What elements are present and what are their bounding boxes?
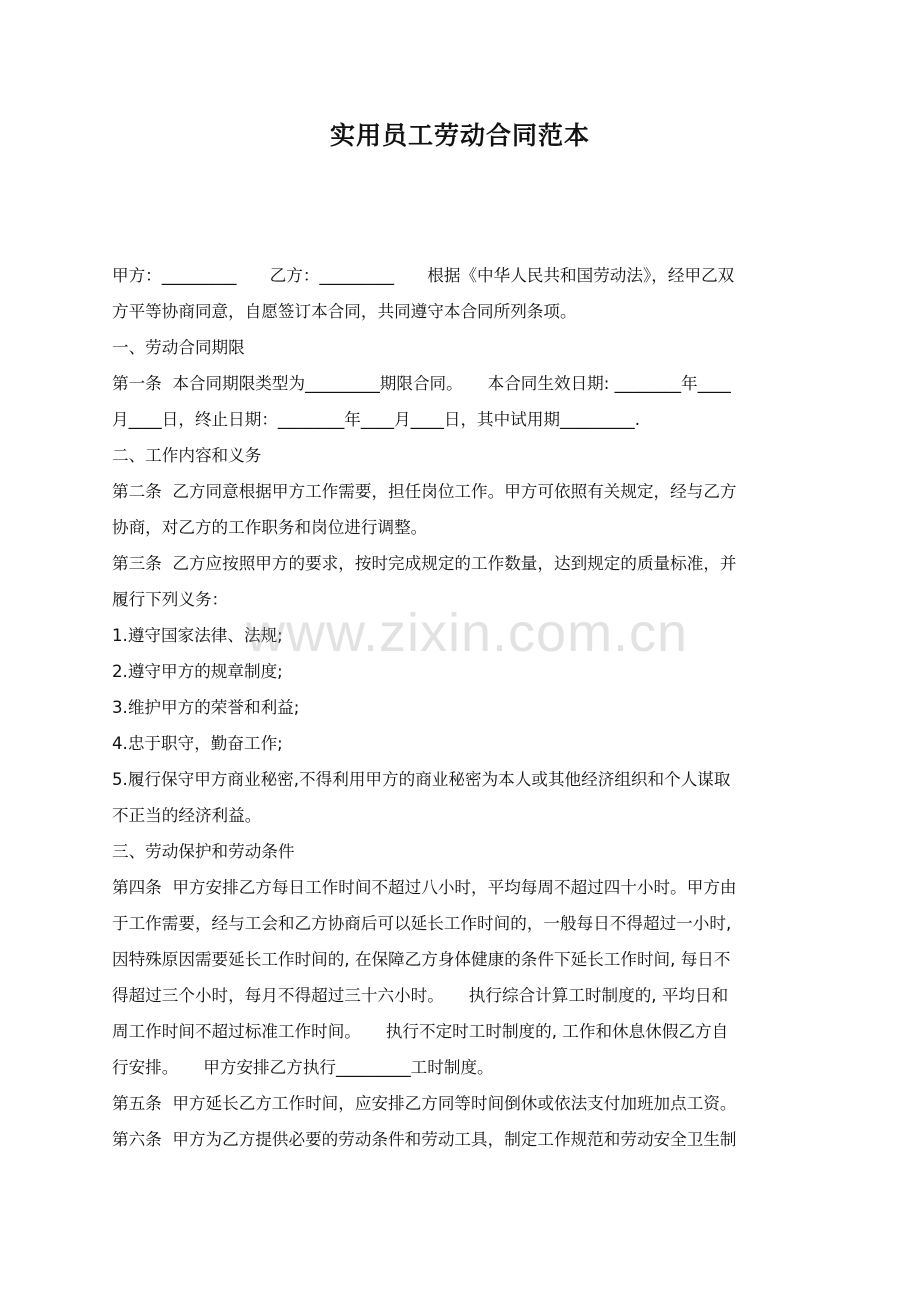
section-heading: 三、劳动保护和劳动条件 [112,842,295,861]
text-line: 因特殊原因需要延长工作时间的, 在保障乙方身体健康的条件下延长工作时间, 每日不 [112,950,731,969]
text-line: 第六条 甲方为乙方提供必要的劳动条件和劳动工具，制定工作规范和劳动安全卫生制 [112,1130,737,1149]
text-line: 得超过三个小时，每月不得超过三十六小时。 执行综合计算工时制度的, 平均日和 [112,986,729,1005]
text-line: 于工作需要，经与工会和乙方协商后可以延长工作时间的，一般每日不得超过一小时, [112,914,732,933]
text-line: 行安排。 甲方安排乙方执行_________工时制度。 [112,1058,494,1077]
watermark: www.zixin.com.cn [246,603,689,663]
list-item: 2.遵守甲方的规章制度; [112,662,283,681]
text-line: 履行下列义务： [112,590,229,609]
text-line: 协商，对乙方的工作职务和岗位进行调整。 [112,518,428,537]
text-line: 甲方：_________ 乙方：_________ 根据《中华人民共和国劳动法》，经甲乙双 [112,266,735,285]
text-line: 月____日，终止日期：________年____月____日，其中试用期_________. [112,410,640,429]
text-line: 第二条 乙方同意根据甲方工作需要，担任岗位工作。甲方可依照有关规定，经与乙方 [112,482,737,501]
list-item: 4.忠于职守，勤奋工作; [112,734,283,753]
list-item: 3.维护甲方的荣誉和利益; [112,698,300,717]
list-item: 5.履行保守甲方商业秘密,不得利用甲方的商业秘密为本人或其他经济组织和个人谋取 [112,770,731,789]
text-line: 第一条 本合同期限类型为_________期限合同。 本合同生效日期: ________年____ [112,374,731,393]
text-line: 第五条 甲方延长乙方工作时间，应安排乙方同等时间倒休或依法支付加班加点工资。 [112,1094,737,1113]
document-body [112,258,812,1158]
text-line: 第三条 乙方应按照甲方的要求，按时完成规定的工作数量，达到规定的质量标准，并 [112,554,737,573]
document-title: 实用员工劳动合同范本 [329,121,590,150]
text-line: 周工作时间不超过标准工作时间。 执行不定时工时制度的, 工作和休息休假乙方自 [112,1022,729,1041]
list-item: 1.遵守国家法律、法规; [112,626,283,645]
section-heading: 一、劳动合同期限 [112,338,245,357]
section-heading: 二、工作内容和义务 [112,446,262,465]
text-line: 方平等协商同意，自愿签订本合同，共同遵守本合同所列条项。 [112,302,577,321]
text-line: 第四条 甲方安排乙方每日工作时间不超过八小时，平均每周不超过四十小时。甲方由 [112,878,737,897]
text-line: 不正当的经济利益。 [112,806,262,825]
